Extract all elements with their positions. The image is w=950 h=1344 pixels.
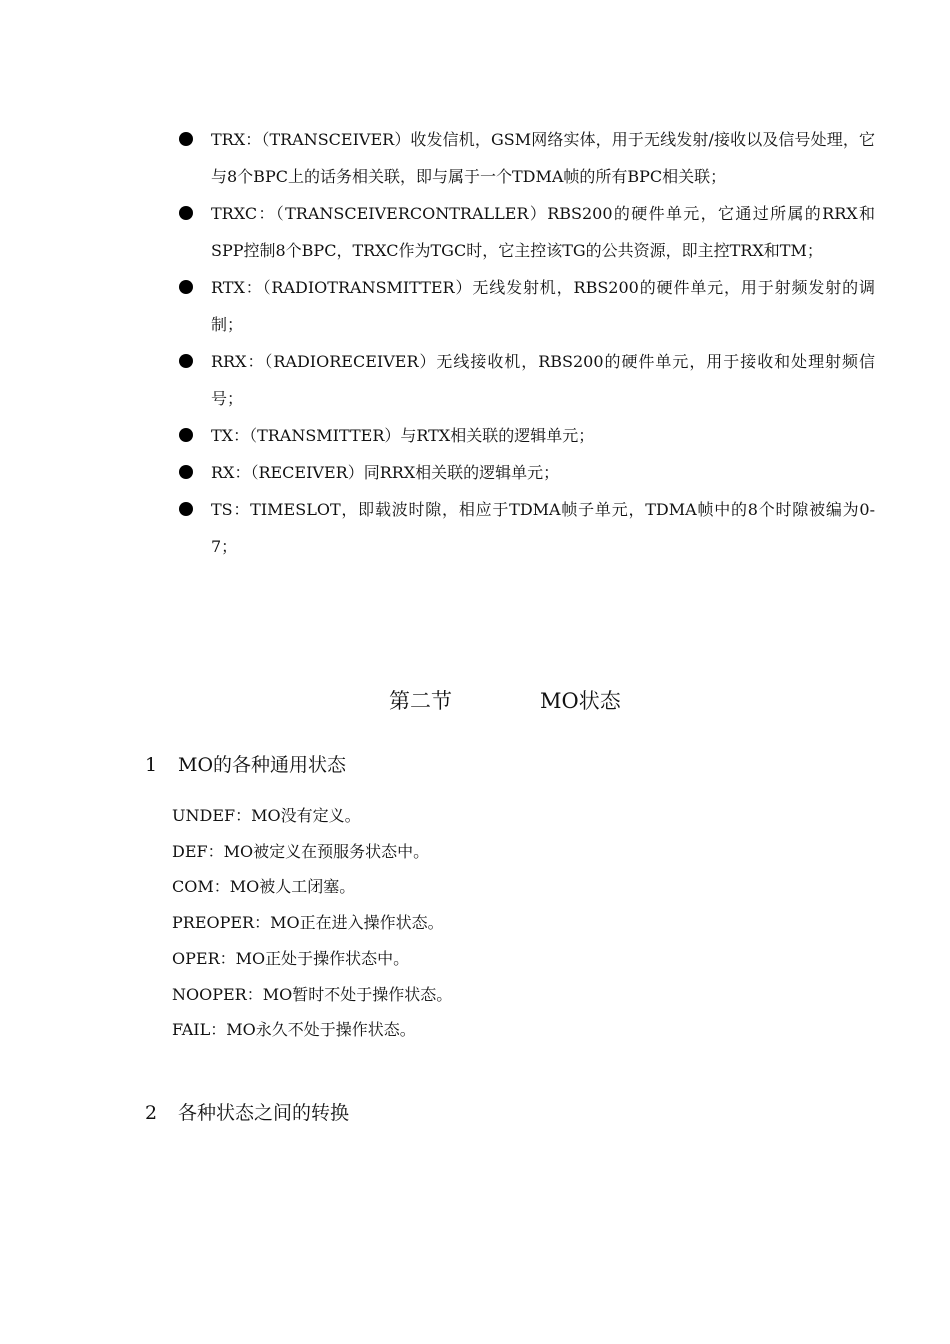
state-item-nooper: NOOPER：MO暂时不处于操作状态。 xyxy=(172,984,453,1004)
bullet-dot-icon xyxy=(179,502,193,516)
bullet-text: TRXC：（TRANSCEIVERCONTRALLER）RBS200的硬件单元，它通过所属的RRX和SPP控制8个BPC，TRXC作为TGC时，它主控该TG的公共资源，即主控TRX和TM； xyxy=(211,204,875,260)
bullet-dot-icon xyxy=(179,280,193,294)
bullet-text: TRX：（TRANSCEIVER）收发信机，GSM网络实体，用于无线发射/接收以及信号处理，它与8个BPC上的话务相关联，即与属于一个TDMA帧的所有BPC相关联； xyxy=(211,130,875,186)
bullet-item-ts xyxy=(0,491,950,565)
bullet-text: RRX：（RADIORECEIVER）无线接收机，RBS200的硬件单元，用于接收和处理射频信号； xyxy=(211,352,875,408)
bullet-item-trxc xyxy=(0,195,950,269)
bullet-dot-icon xyxy=(179,428,193,442)
section-title: MO状态 xyxy=(540,689,621,713)
state-item-fail: FAIL：MO永久不处于操作状态。 xyxy=(172,1020,416,1040)
bullet-item-rtx xyxy=(0,269,950,343)
bullet-dot-icon xyxy=(179,465,193,479)
subsection-number: 2 xyxy=(145,1102,158,1124)
bullet-item-rx xyxy=(0,454,950,491)
bullet-text: RX：（RECEIVER）同RRX相关联的逻辑单元； xyxy=(211,463,560,482)
bullet-dot-icon xyxy=(179,132,193,146)
bullet-text: RTX：（RADIOTRANSMITTER）无线发射机，RBS200的硬件单元，用于射频发射的调制； xyxy=(211,278,875,334)
subsection-title: MO的各种通用状态 xyxy=(178,754,347,776)
state-item-com: COM：MO被人工闭塞。 xyxy=(172,877,356,897)
subsection-number: 1 xyxy=(145,754,158,776)
bullet-dot-icon xyxy=(179,206,193,220)
bullet-text: TX：（TRANSMITTER）与RTX相关联的逻辑单元； xyxy=(211,426,595,445)
state-item-oper: OPER：MO正处于操作状态中。 xyxy=(172,948,410,968)
state-item-def: DEF：MO被定义在预服务状态中。 xyxy=(172,841,430,861)
bullet-dot-icon xyxy=(179,354,193,368)
subsection-title: 各种状态之间的转换 xyxy=(178,1102,350,1124)
section-heading xyxy=(0,681,950,721)
bullet-item-trx xyxy=(0,121,950,195)
state-item-undef: UNDEF：MO没有定义。 xyxy=(172,806,361,825)
section-number: 第二节 xyxy=(389,689,452,713)
state-list xyxy=(172,798,452,1048)
bullet-item-tx xyxy=(0,417,950,454)
subsection-heading-1 xyxy=(145,750,346,780)
definition-list xyxy=(0,121,950,565)
state-item-preoper: PREOPER：MO正在进入操作状态。 xyxy=(172,913,444,933)
bullet-item-rrx xyxy=(0,343,950,417)
subsection-heading-2 xyxy=(145,1098,349,1128)
bullet-text: TS：TIMESLOT，即载波时隙，相应于TDMA帧子单元，TDMA帧中的8个时隙被编为0-7； xyxy=(211,500,875,556)
